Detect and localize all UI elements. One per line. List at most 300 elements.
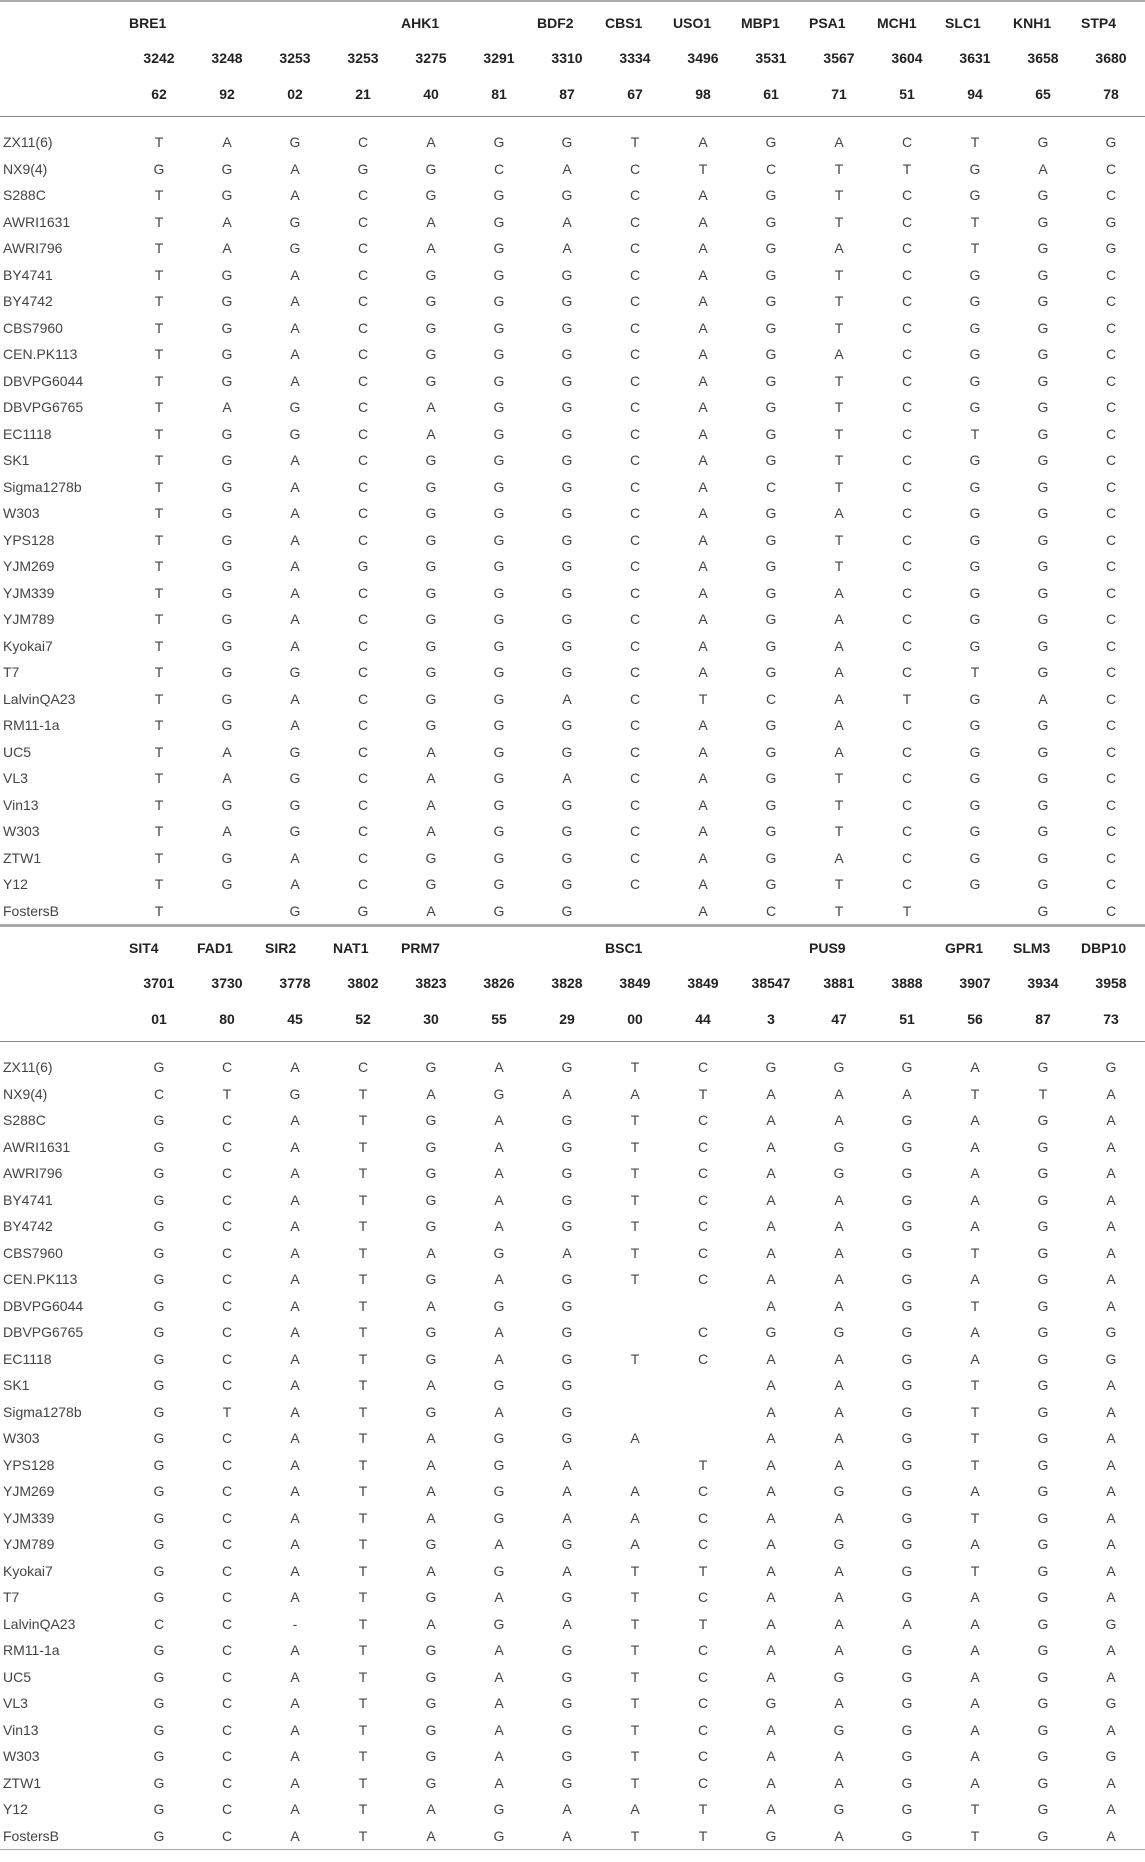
allele-cell: T: [358, 1748, 368, 1765]
position-label: 73: [1077, 997, 1145, 1042]
allele-cell: A: [290, 531, 300, 548]
allele-cell: T: [154, 637, 164, 654]
allele-cell: A: [494, 1350, 504, 1367]
allele-cell: G: [1105, 240, 1117, 257]
allele-cell: A: [494, 1774, 504, 1791]
allele-cell: C: [629, 558, 641, 575]
allele-cell: A: [766, 1218, 776, 1235]
allele-cell: G: [289, 796, 301, 813]
allele-cell: C: [901, 187, 913, 204]
allele-cell: G: [901, 1059, 913, 1076]
allele-cell: C: [629, 876, 641, 893]
allele-cell: C: [357, 452, 369, 469]
strain-name: CBS7960: [3, 319, 63, 336]
allele-cell: G: [901, 1562, 913, 1579]
gene-label: SIR2: [261, 926, 329, 969]
allele-cell: A: [698, 743, 708, 760]
allele-cell: T: [698, 1562, 708, 1579]
allele-cell: G: [153, 1324, 165, 1341]
allele-cell: C: [357, 823, 369, 840]
allele-cell: G: [561, 823, 573, 840]
table-row: [0, 1425, 1145, 1452]
allele-cell: G: [425, 372, 437, 389]
allele-cell: A: [290, 1642, 300, 1659]
allele-cell: G: [493, 293, 505, 310]
allele-cell: A: [290, 584, 300, 601]
allele-cell: G: [1105, 1615, 1117, 1632]
gene-label: BRE1: [125, 1, 193, 44]
allele-cell: A: [970, 1615, 980, 1632]
allele-cell: T: [154, 770, 164, 787]
allele-cell: C: [1105, 558, 1117, 575]
allele-cell: G: [1037, 1774, 1049, 1791]
allele-cell: C: [1105, 346, 1117, 363]
allele-cell: G: [765, 823, 777, 840]
allele-cell: G: [561, 664, 573, 681]
allele-cell: C: [697, 1112, 709, 1129]
allele-cell: T: [154, 293, 164, 310]
allele-cell: G: [493, 796, 505, 813]
allele-cell: G: [493, 478, 505, 495]
allele-cell: T: [358, 1377, 368, 1394]
allele-cell: G: [765, 849, 777, 866]
allele-cell: G: [493, 558, 505, 575]
allele-cell: C: [1105, 425, 1117, 442]
table-row: [0, 1611, 1145, 1638]
strain-name: RM11-1a: [3, 717, 60, 734]
allele-cell: G: [1105, 213, 1117, 230]
allele-cell: G: [561, 1668, 573, 1685]
allele-cell: A: [562, 1456, 572, 1473]
allele-cell: G: [765, 770, 777, 787]
allele-cell: A: [698, 664, 708, 681]
allele-cell: G: [1037, 1377, 1049, 1394]
position-label: 3: [737, 997, 805, 1042]
allele-cell: A: [698, 372, 708, 389]
allele-cell: C: [901, 266, 913, 283]
allele-cell: C: [697, 1138, 709, 1155]
header-spacer: [0, 997, 125, 1042]
allele-cell: A: [766, 1430, 776, 1447]
allele-cell: T: [358, 1350, 368, 1367]
table-row: [0, 209, 1145, 236]
table-row: [0, 1042, 1145, 1081]
position-row-b: [0, 997, 1145, 1042]
allele-cell: G: [1037, 266, 1049, 283]
strain-name: ZTW1: [3, 1774, 42, 1791]
allele-cell: G: [561, 1138, 573, 1155]
allele-cell: T: [970, 1085, 980, 1102]
allele-cell: G: [493, 770, 505, 787]
allele-cell: G: [561, 1377, 573, 1394]
table-row: [0, 765, 1145, 792]
allele-cell: G: [153, 1456, 165, 1473]
position-label: 44: [669, 997, 737, 1042]
allele-cell: A: [1106, 1297, 1116, 1314]
allele-cell: C: [1105, 876, 1117, 893]
position-label: 21: [329, 72, 397, 117]
allele-cell: A: [290, 558, 300, 575]
allele-cell: C: [737, 898, 805, 925]
allele-cell: G: [765, 213, 777, 230]
allele-cell: G: [493, 319, 505, 336]
strain-name: LalvinQA23: [3, 1615, 76, 1632]
allele-cell: G: [153, 1165, 165, 1182]
position-label: 3958: [1095, 975, 1127, 991]
allele-cell: C: [629, 213, 641, 230]
strain-name: YPS128: [3, 531, 55, 548]
allele-cell: C: [629, 849, 641, 866]
gene-label: KNH1: [1009, 1, 1077, 44]
allele-cell: T: [358, 1456, 368, 1473]
position-label: 61: [737, 72, 805, 117]
genotype-table-1: [0, 0, 1145, 925]
position-label: 3680: [1095, 50, 1127, 66]
allele-cell: G: [493, 743, 505, 760]
allele-cell: G: [153, 1403, 165, 1420]
allele-cell: A: [766, 1721, 776, 1738]
allele-cell: G: [561, 1695, 573, 1712]
allele-cell: A: [397, 898, 465, 925]
allele-cell: G: [969, 266, 981, 283]
allele-cell: A: [834, 1642, 844, 1659]
allele-cell: A: [290, 717, 300, 734]
allele-cell: C: [1105, 160, 1117, 177]
allele-cell: G: [561, 346, 573, 363]
allele-cell: G: [561, 452, 573, 469]
allele-cell: T: [154, 743, 164, 760]
allele-cell: A: [766, 1112, 776, 1129]
allele-cell: A: [1106, 1377, 1116, 1394]
allele-cell: C: [1077, 898, 1145, 925]
allele-cell: G: [425, 1642, 437, 1659]
strain-name: VL3: [3, 770, 28, 787]
allele-cell: G: [765, 558, 777, 575]
allele-cell: A: [426, 1509, 436, 1526]
allele-cell: A: [290, 637, 300, 654]
allele-cell: G: [289, 664, 301, 681]
allele-cell: A: [970, 1748, 980, 1765]
allele-cell: T: [970, 425, 980, 442]
allele-cell: A: [562, 1615, 572, 1632]
allele-cell: A: [494, 1059, 504, 1076]
allele-cell: G: [765, 584, 777, 601]
allele-cell: T: [358, 1589, 368, 1606]
allele-cell: C: [1105, 796, 1117, 813]
allele-cell: C: [697, 1695, 709, 1712]
strain-name: FostersB: [0, 898, 125, 925]
allele-cell: C: [357, 293, 369, 310]
strain-name: NX9(4): [3, 1085, 48, 1102]
position-label: 80: [193, 997, 261, 1042]
allele-cell: G: [425, 1695, 437, 1712]
allele-cell: G: [493, 664, 505, 681]
allele-cell: G: [969, 478, 981, 495]
allele-cell: G: [153, 1244, 165, 1261]
allele-cell: G: [561, 478, 573, 495]
allele-cell: G: [765, 399, 777, 416]
allele-cell: G: [765, 1059, 777, 1076]
allele-cell: G: [561, 876, 573, 893]
allele-cell: A: [805, 1823, 873, 1850]
allele-cell: G: [221, 664, 233, 681]
allele-cell: G: [493, 505, 505, 522]
allele-cell: C: [629, 160, 641, 177]
allele-cell: T: [601, 1823, 669, 1850]
allele-cell: G: [765, 1324, 777, 1341]
allele-cell: C: [901, 425, 913, 442]
allele-cell: A: [1038, 690, 1048, 707]
allele-cell: G: [153, 1191, 165, 1208]
allele-cell: T: [154, 187, 164, 204]
strain-name: YPS128: [3, 1456, 55, 1473]
allele-cell: C: [697, 1589, 709, 1606]
allele-cell: [669, 1425, 737, 1452]
allele-cell: C: [1105, 770, 1117, 787]
allele-cell: G: [901, 1112, 913, 1129]
allele-cell: T: [154, 240, 164, 257]
allele-cell: A: [970, 1721, 980, 1738]
allele-cell: G: [765, 505, 777, 522]
allele-cell: G: [561, 505, 573, 522]
allele-cell: C: [901, 849, 913, 866]
table-row: [0, 262, 1145, 289]
allele-cell: A: [766, 1801, 776, 1818]
allele-cell: A: [562, 213, 572, 230]
allele-cell: G: [969, 743, 981, 760]
allele-cell: G: [901, 1271, 913, 1288]
genotype-rows: [0, 117, 1145, 925]
allele-cell: C: [357, 266, 369, 283]
allele-cell: A: [698, 478, 708, 495]
position-label: 45: [261, 997, 329, 1042]
position-label: 3849: [619, 975, 651, 991]
position-row-a: [0, 969, 1145, 997]
table-row: [0, 1823, 1145, 1850]
allele-cell: T: [154, 531, 164, 548]
allele-cell: A: [834, 1218, 844, 1235]
allele-cell: G: [901, 1536, 913, 1553]
allele-cell: A: [494, 1271, 504, 1288]
allele-cell: T: [834, 187, 844, 204]
allele-cell: A: [970, 1642, 980, 1659]
allele-cell: C: [697, 1774, 709, 1791]
allele-cell: T: [834, 266, 844, 283]
allele-cell: G: [425, 531, 437, 548]
allele-cell: G: [425, 558, 437, 575]
allele-cell: T: [834, 531, 844, 548]
position-label: 81: [465, 72, 533, 117]
allele-cell: C: [629, 452, 641, 469]
allele-cell: T: [970, 1562, 980, 1579]
allele-cell: C: [901, 558, 913, 575]
allele-cell: A: [698, 213, 708, 230]
allele-cell: A: [766, 1536, 776, 1553]
allele-cell: A: [630, 1536, 640, 1553]
allele-cell: G: [765, 240, 777, 257]
allele-cell: G: [221, 558, 233, 575]
allele-cell: G: [561, 1589, 573, 1606]
allele-cell: G: [833, 1059, 845, 1076]
allele-cell: C: [765, 690, 777, 707]
gene-header-row: [0, 1, 1145, 44]
position-label: 62: [125, 72, 193, 117]
allele-cell: G: [125, 1823, 193, 1850]
allele-cell: A: [222, 240, 232, 257]
allele-cell: G: [153, 1748, 165, 1765]
allele-cell: G: [153, 1589, 165, 1606]
allele-cell: G: [1037, 425, 1049, 442]
allele-cell: C: [221, 1112, 233, 1129]
allele-cell: G: [493, 1430, 505, 1447]
allele-cell: A: [426, 399, 436, 416]
allele-cell: A: [426, 134, 436, 151]
table-row: [0, 871, 1145, 898]
allele-cell: G: [493, 452, 505, 469]
allele-cell: G: [1037, 1695, 1049, 1712]
gene-label: SLC1: [941, 1, 1009, 44]
allele-cell: G: [1037, 1324, 1049, 1341]
allele-cell: G: [1037, 1721, 1049, 1738]
allele-cell: G: [1037, 1748, 1049, 1765]
header-spacer: [0, 926, 125, 969]
allele-cell: G: [153, 1642, 165, 1659]
allele-cell: G: [969, 637, 981, 654]
header-spacer: [0, 969, 125, 997]
allele-cell: G: [221, 611, 233, 628]
allele-cell: C: [765, 478, 777, 495]
allele-cell: A: [426, 1456, 436, 1473]
allele-cell: G: [1105, 1748, 1117, 1765]
allele-cell: T: [902, 690, 912, 707]
allele-cell: G: [153, 1059, 165, 1076]
allele-cell: A: [834, 1509, 844, 1526]
allele-cell: A: [290, 293, 300, 310]
allele-cell: G: [493, 1297, 505, 1314]
allele-cell: T: [970, 1297, 980, 1314]
allele-cell: G: [1037, 531, 1049, 548]
gene-label: AHK1: [397, 1, 465, 44]
allele-cell: A: [290, 1191, 300, 1208]
allele-cell: A: [698, 558, 708, 575]
allele-cell: G: [1037, 1456, 1049, 1473]
table-row: [0, 288, 1145, 315]
position-label: 98: [669, 72, 737, 117]
allele-cell: A: [426, 743, 436, 760]
allele-cell: G: [329, 898, 397, 925]
allele-cell: T: [358, 1218, 368, 1235]
allele-cell: A: [1106, 1801, 1116, 1818]
strain-name: W303: [3, 1748, 40, 1765]
allele-cell: G: [969, 319, 981, 336]
allele-cell: G: [969, 399, 981, 416]
allele-cell: G: [1037, 1059, 1049, 1076]
strain-name: BY4741: [3, 266, 53, 283]
allele-cell: A: [494, 1218, 504, 1235]
allele-cell: G: [493, 823, 505, 840]
allele-cell: G: [289, 134, 301, 151]
allele-cell: A: [698, 584, 708, 601]
allele-cell: A: [562, 1244, 572, 1261]
allele-cell: C: [221, 1297, 233, 1314]
allele-cell: G: [1037, 372, 1049, 389]
allele-cell: C: [697, 1244, 709, 1261]
allele-cell: A: [630, 1430, 640, 1447]
allele-cell: A: [1106, 1562, 1116, 1579]
position-label: 65: [1009, 72, 1077, 117]
allele-cell: G: [1037, 1271, 1049, 1288]
allele-cell: A: [494, 1695, 504, 1712]
allele-cell: A: [970, 1536, 980, 1553]
strain-name: ZX11(6): [3, 1059, 53, 1076]
position-label: 3907: [959, 975, 991, 991]
allele-cell: G: [425, 1350, 437, 1367]
position-label: 3248: [211, 50, 243, 66]
allele-cell: A: [426, 213, 436, 230]
allele-cell: A: [902, 1615, 912, 1632]
allele-cell: C: [697, 1483, 709, 1500]
allele-cell: G: [493, 584, 505, 601]
table-row: [0, 394, 1145, 421]
strain-name: Vin13: [3, 1721, 39, 1738]
table-row: [0, 1213, 1145, 1240]
allele-cell: G: [1037, 1589, 1049, 1606]
allele-cell: C: [629, 637, 641, 654]
allele-cell: C: [901, 823, 913, 840]
allele-cell: T: [358, 1509, 368, 1526]
table-row: [0, 1266, 1145, 1293]
allele-cell: T: [358, 1562, 368, 1579]
allele-cell: C: [357, 505, 369, 522]
allele-cell: A: [1106, 1138, 1116, 1155]
allele-cell: C: [221, 1801, 233, 1818]
allele-cell: G: [1105, 1350, 1117, 1367]
allele-cell: A: [1106, 1191, 1116, 1208]
allele-cell: G: [153, 1801, 165, 1818]
allele-cell: T: [358, 1403, 368, 1420]
strain-name: Y12: [3, 1801, 28, 1818]
table-row: [0, 1584, 1145, 1611]
position-label: 00: [601, 997, 669, 1042]
allele-cell: A: [766, 1589, 776, 1606]
table-row: [0, 1240, 1145, 1267]
allele-cell: G: [561, 266, 573, 283]
allele-cell: T: [154, 452, 164, 469]
allele-cell: C: [1105, 849, 1117, 866]
allele-cell: C: [901, 399, 913, 416]
position-label: 3881: [823, 975, 855, 991]
allele-cell: G: [765, 372, 777, 389]
position-label: 3823: [415, 975, 447, 991]
allele-cell: G: [221, 531, 233, 548]
allele-cell: C: [697, 1536, 709, 1553]
allele-cell: C: [901, 743, 913, 760]
allele-cell: A: [1106, 1774, 1116, 1791]
allele-cell: T: [698, 1085, 708, 1102]
allele-cell: A: [290, 1059, 300, 1076]
strain-name: Kyokai7: [3, 637, 53, 654]
position-label: 29: [533, 997, 601, 1042]
allele-cell: G: [765, 187, 777, 204]
allele-cell: G: [425, 1165, 437, 1182]
allele-cell: T: [222, 1085, 232, 1102]
allele-cell: C: [697, 1509, 709, 1526]
allele-cell: C: [629, 743, 641, 760]
allele-cell: T: [669, 1823, 737, 1850]
allele-cell: G: [561, 1403, 573, 1420]
allele-cell: A: [426, 1801, 436, 1818]
allele-cell: T: [970, 664, 980, 681]
